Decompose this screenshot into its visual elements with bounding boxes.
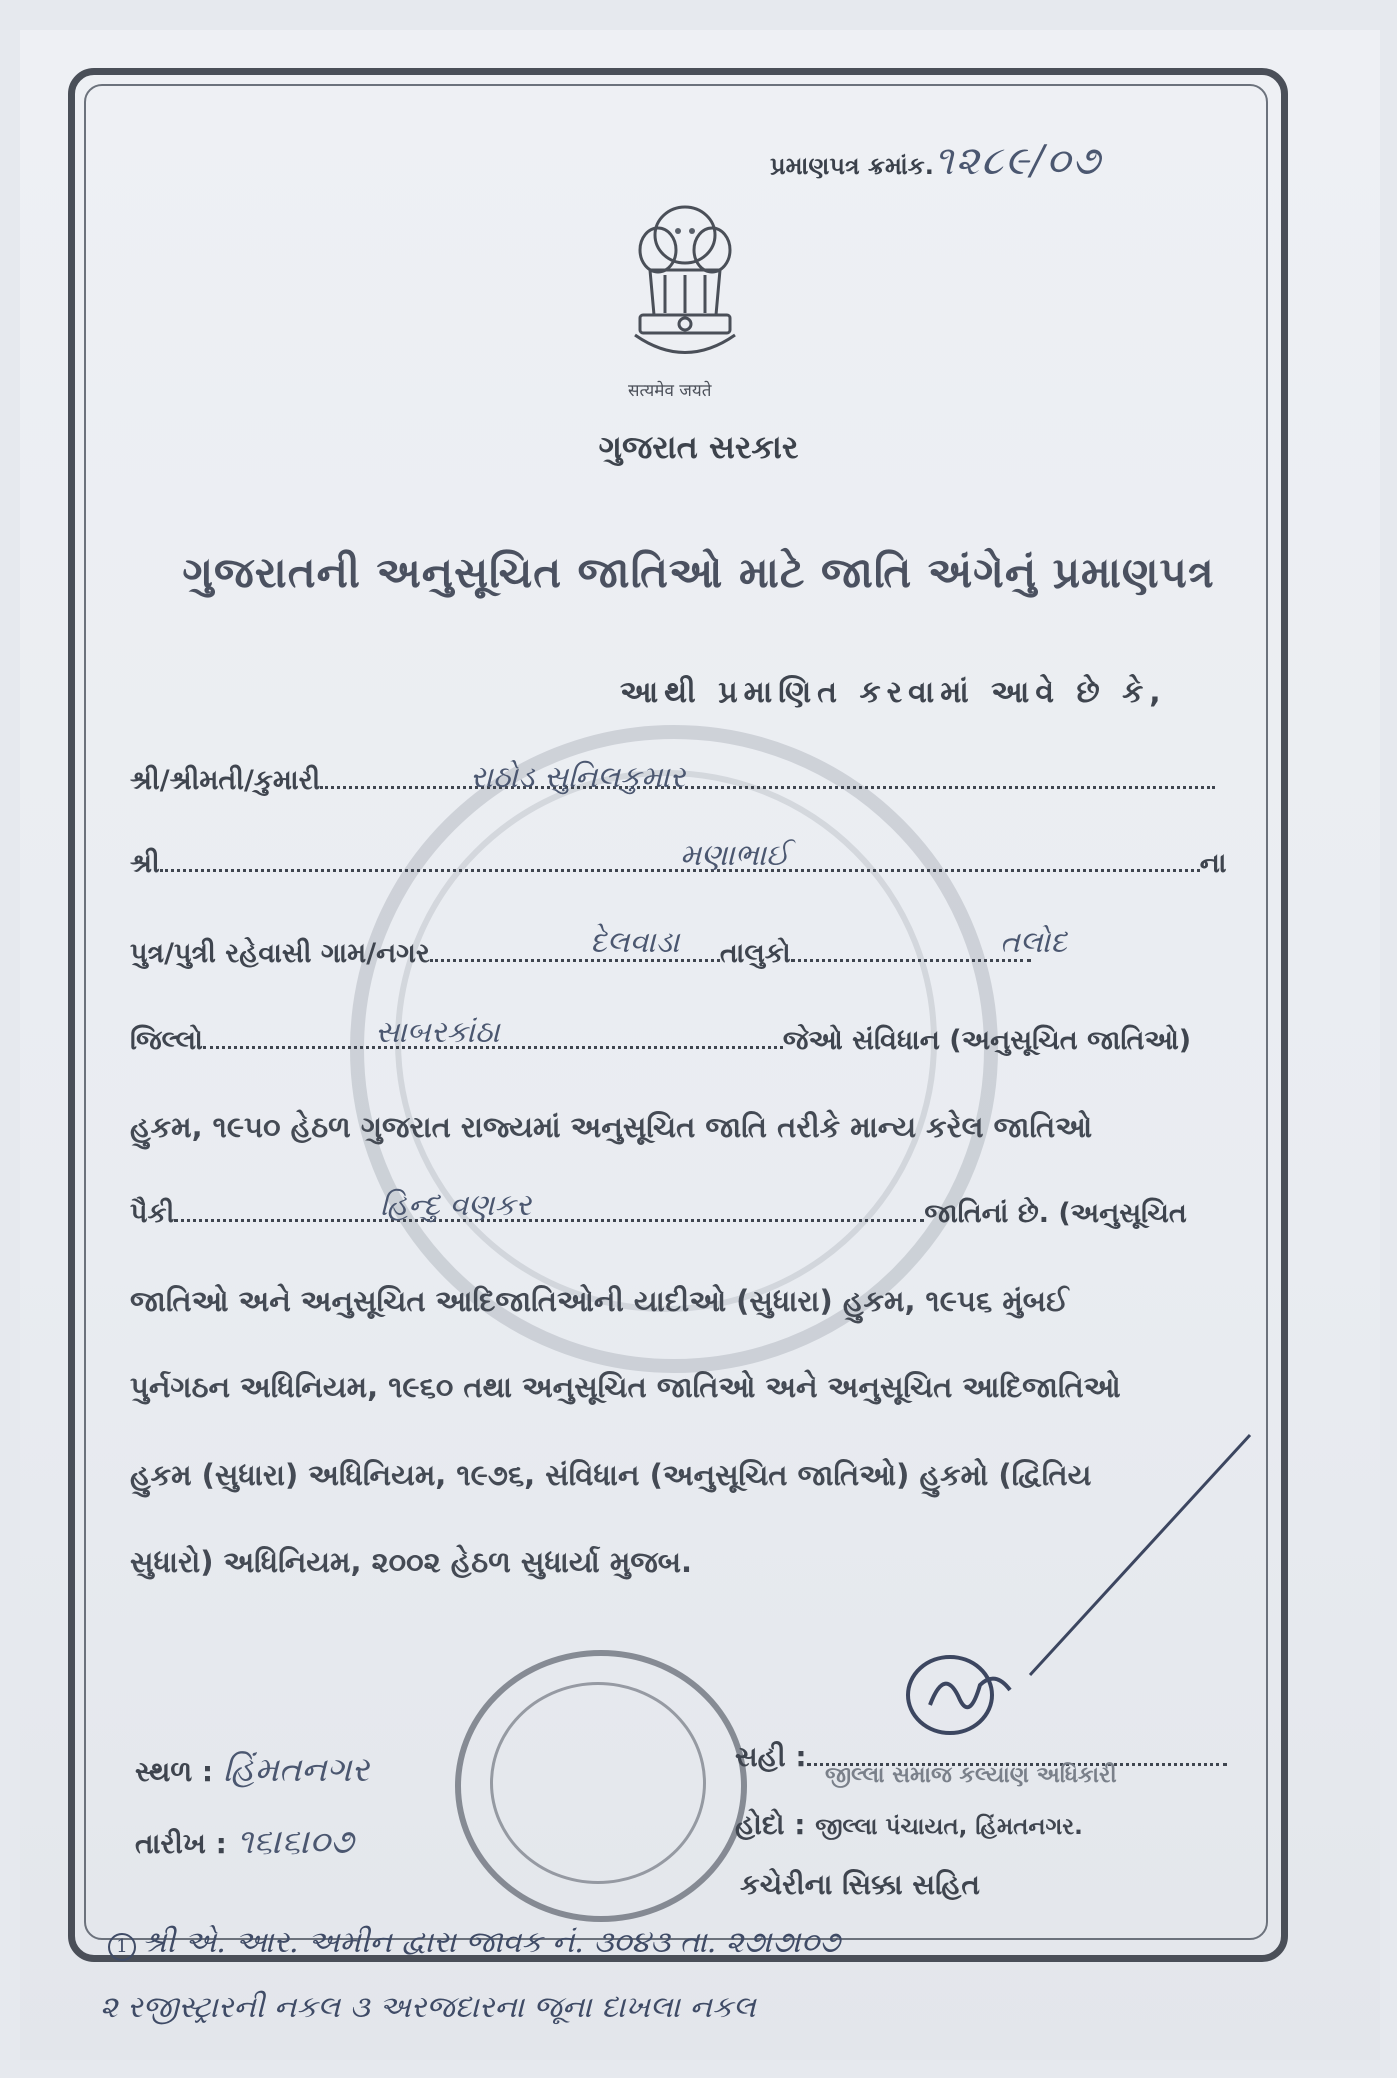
- dotted-line: [320, 780, 1215, 789]
- intro-text: આથી પ્રમાણિત કરવામાં આવે છે કે,: [620, 675, 1167, 710]
- handwritten-note-2: ૨ રજીસ્ટ્રારની નકલ ૩ અરજદારના જૂના દાખલા નકલ: [100, 1990, 756, 2025]
- signature-stroke: [1010, 1430, 1260, 1690]
- emblem-motto: सत्यमेव जयते: [628, 381, 712, 401]
- date-label: તારીખ :: [135, 1827, 227, 1860]
- place-label: સ્થળ :: [135, 1755, 214, 1788]
- designation-value: જીલ્લા પંચાયત, હિંમતનગર.: [815, 1814, 1083, 1840]
- caste-suffix: જાતિનાં છે. (અનુસૂચિત: [924, 1198, 1187, 1229]
- handwritten-note-1-text: શ્રી એ. આર. અમીન દ્વારા જાવક નં. ૩૦૪૩ તા. ૨૭।૭।૦૭: [142, 1925, 841, 1960]
- sign-officer: જીલ્લા સમાજ કલ્યાણ અધિકારી: [825, 1763, 1117, 1788]
- note-number-icon: 1: [108, 1933, 136, 1961]
- designation-label: હોદો :: [735, 1808, 806, 1841]
- residence-line: [130, 938, 1250, 970]
- government-title: ગુજરાત સરકાર: [598, 428, 799, 466]
- caste-line: [130, 1198, 1250, 1230]
- caste-value: હિન્દુ વણકર: [380, 1188, 531, 1223]
- district-label: જિલ્લો: [130, 1025, 203, 1056]
- caste-label: પૈકી: [130, 1198, 175, 1229]
- name-line: [130, 765, 1250, 797]
- certificate-heading: ગુજરાતની અનુસૂચિત જાતિઓ માટે જાતિ અંગેનું પ્રમાણપત્ર: [182, 548, 1215, 597]
- father-suffix: ના: [1199, 848, 1227, 879]
- handwritten-note-1: [108, 1925, 840, 1961]
- district-value: સાબરકાંઠા: [375, 1015, 500, 1050]
- name-label: શ્રી/શ્રીમતી/કુમારી: [130, 765, 321, 796]
- body-line-4: સુધારો) અધિનિયમ, ૨૦૦૨ હેઠળ સુધાર્યા મુજબ.: [130, 1545, 693, 1579]
- taluka-label: તાલુકો: [719, 938, 791, 969]
- district-suffix: જેઓ સંવિધાન (અનુસૂચિત જાતિઓ): [782, 1025, 1192, 1056]
- office-seal-note: કચેરીના સિક્કા સહિત: [740, 1868, 980, 1901]
- sign-label: સહી :: [735, 1740, 807, 1773]
- district-line: [130, 1025, 1250, 1057]
- certificate-number-value: ૧૨૮૯/૦૭: [933, 138, 1102, 184]
- order-line: હુકમ, ૧૯૫૦ હેઠળ ગુજરાત રાજ્યમાં અનુસૂચિત જાતિ તરીકે માન્ય કરેલ જાતિઓ: [130, 1110, 1093, 1144]
- date-value: ૧૬।૬।૦૭: [236, 1822, 354, 1862]
- date-row: [135, 1822, 354, 1862]
- signature-mark: [900, 1650, 1030, 1740]
- residence-value: દેલવાડા: [590, 925, 680, 960]
- father-label: શ્રી: [130, 848, 160, 879]
- name-value: રાઠોડ સુનિલકુમાર: [470, 760, 686, 795]
- place-value: હિંમતનગર: [222, 1750, 370, 1790]
- body-line-3: હુકમ (સુધારા) અધિનિયમ, ૧૯૭૬, સંવિધાન (અનુસૂચિત જાતિઓ) હુકમો (દ્વિતિય: [130, 1458, 1092, 1492]
- residence-label: પુત્ર/પુત્રી રહેવાસી ગામ/નગર: [130, 938, 430, 969]
- body-line-1: જાતિઓ અને અનુસૂચિત આદિજાતિઓની યાદીઓ (સુધારા) હુકમ, ૧૯૫૬ મુંબઈ: [130, 1284, 1069, 1318]
- dotted-line: [791, 953, 1031, 962]
- dotted-line: [174, 1213, 924, 1222]
- certificate-number: [770, 138, 1102, 184]
- certificate-number-label: પ્રમાણપત્ર ક્રમાંક.: [770, 152, 934, 180]
- father-value: મણાભાઈ: [680, 838, 790, 873]
- office-seal-inner: [490, 1682, 706, 1884]
- body-line-2: પુર્નગઠન અધિનિયમ, ૧૯૬૦ તથા અનુસૂચિત જાતિઓ અને અનુસૂચિત આદિજાતિઓ: [130, 1370, 1121, 1404]
- place-row: [135, 1750, 369, 1790]
- designation-row: [735, 1808, 1083, 1842]
- taluka-value: તલોદ: [1000, 925, 1067, 960]
- ashoka-emblem-icon: [620, 195, 750, 370]
